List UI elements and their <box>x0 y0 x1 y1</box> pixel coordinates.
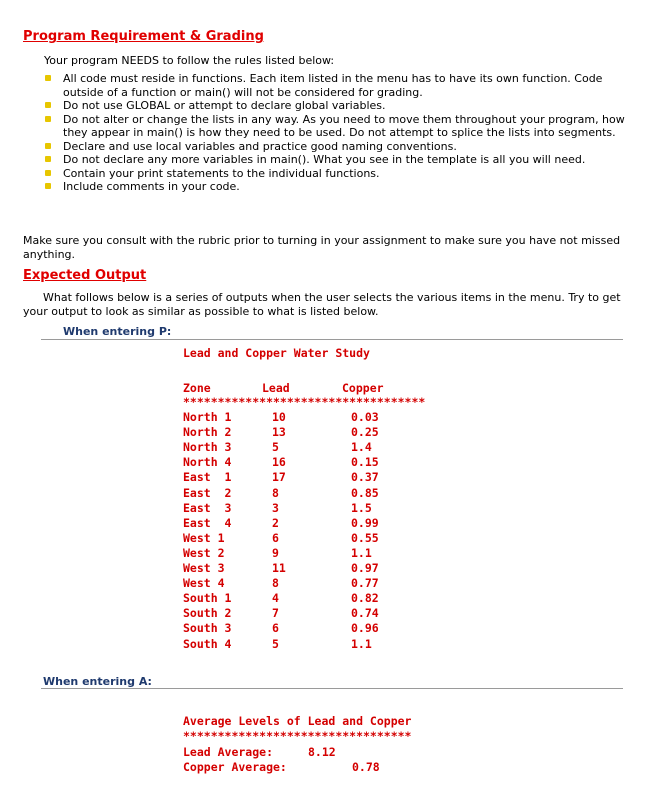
table-row <box>183 576 443 591</box>
rule-text: Do not alter or change the lists in any way. As you need to move them throughout your program, how they appear in main() is how they need to be used. Do not attempt to splice the lists into segments. <box>63 112 625 139</box>
table-row <box>183 637 443 652</box>
zone-cell: South 2 <box>183 606 232 621</box>
bullet-icon <box>45 116 51 122</box>
section-title-requirements: Program Requirement & Grading <box>23 29 264 44</box>
rule-text: Include comments in your code. <box>63 180 240 193</box>
rule-text: Declare and use local variables and practice good naming conventions. <box>63 139 457 153</box>
lead-cell: 9 <box>272 545 279 560</box>
rule-text: All code must reside in functions. Each item listed in the menu has to have its own function. Code outside of a function or main() will not be considered for grading. <box>63 72 603 99</box>
copper-cell: 1.4 <box>351 440 372 455</box>
rule-text: Contain your print statements to the individual functions. <box>63 166 380 180</box>
lead-cell: 8 <box>272 485 279 500</box>
lead-cell: 17 <box>272 470 286 485</box>
zone-cell: West 3 <box>183 561 225 575</box>
copper-cell: 0.03 <box>351 410 379 424</box>
rule-item <box>45 113 630 140</box>
lead-cell: 6 <box>272 530 279 545</box>
zone-cell: North 2 <box>183 425 232 440</box>
lead-average-value: 8.12 <box>308 745 336 759</box>
copper-cell: 0.85 <box>351 485 379 500</box>
averages-title: Average Levels of Lead and Copper <box>183 714 412 728</box>
divider <box>41 688 623 689</box>
zone-cell: West 2 <box>183 545 225 560</box>
bullet-icon <box>45 156 51 162</box>
copper-average-label: Copper Average: <box>183 760 287 774</box>
zone-cell: South 3 <box>183 621 232 636</box>
rule-item <box>45 140 630 154</box>
copper-cell: 0.15 <box>351 455 379 470</box>
lead-cell: 6 <box>272 621 279 636</box>
copper-cell: 1.5 <box>351 500 372 515</box>
section-title-expected-output: Expected Output <box>23 268 147 283</box>
copper-cell: 0.25 <box>351 425 379 440</box>
copper-cell: 0.55 <box>351 530 379 545</box>
copper-cell: 0.74 <box>351 606 379 621</box>
rule-text: Do not use GLOBAL or attempt to declare global variables. <box>63 99 386 112</box>
table-row <box>183 591 443 606</box>
table-row <box>183 561 443 576</box>
copper-cell: 1.1 <box>351 636 372 651</box>
column-header-copper: Copper <box>342 381 384 395</box>
copper-cell: 0.97 <box>351 561 379 575</box>
table-row <box>183 455 443 470</box>
zone-cell: West 1 <box>183 530 225 545</box>
copper-cell: 0.77 <box>351 576 379 591</box>
copper-cell: 0.99 <box>351 515 379 530</box>
column-header-zone: Zone <box>183 381 211 395</box>
zone-cell: North 4 <box>183 455 232 470</box>
table-row <box>183 470 443 485</box>
zone-cell: East 4 <box>183 515 232 530</box>
zone-cell: North 1 <box>183 410 232 424</box>
lead-cell: 7 <box>272 606 279 621</box>
lead-cell: 10 <box>272 410 286 424</box>
rubric-note: Make sure you consult with the rubric prior to turning in your assignment to make sure you have not missed anything. <box>23 234 621 261</box>
rules-list <box>45 72 630 194</box>
table-row <box>183 516 443 531</box>
rule-item <box>45 72 630 99</box>
zone-cell: South 1 <box>183 591 232 606</box>
lead-cell: 5 <box>272 636 279 651</box>
rule-text: Do not declare any more variables in main(). What you see in the template is all you will need. <box>63 153 586 166</box>
rule-item <box>45 99 630 113</box>
copper-average-value: 0.78 <box>352 760 380 774</box>
lead-cell: 13 <box>272 425 286 440</box>
lead-cell: 11 <box>272 561 286 575</box>
table-row <box>183 621 443 636</box>
table-row <box>183 425 443 440</box>
bullet-icon <box>45 183 51 189</box>
lead-cell: 4 <box>272 591 279 606</box>
table-row <box>183 606 443 621</box>
zone-cell: East 3 <box>183 500 232 515</box>
lead-cell: 5 <box>272 440 279 455</box>
bullet-icon <box>45 143 51 149</box>
zone-cell: West 4 <box>183 576 225 591</box>
column-header-lead: Lead <box>262 381 290 395</box>
bullet-icon <box>45 170 51 176</box>
zone-cell: East 2 <box>183 485 232 500</box>
rule-item <box>45 167 630 181</box>
copper-cell: 1.1 <box>351 545 372 560</box>
zone-cell: North 3 <box>183 440 232 455</box>
copper-cell: 0.82 <box>351 591 379 606</box>
table-row <box>183 501 443 516</box>
divider <box>41 339 623 340</box>
bullet-icon <box>45 75 51 81</box>
copper-cell: 0.96 <box>351 621 379 636</box>
asterisk-separator: *********************************** <box>183 395 426 409</box>
zone-cell: East 1 <box>183 470 232 485</box>
lead-cell: 8 <box>272 576 279 591</box>
copper-cell: 0.37 <box>351 470 379 485</box>
lead-average-label: Lead Average: <box>183 745 274 759</box>
rule-item <box>45 153 630 167</box>
study-title: Lead and Copper Water Study <box>183 346 370 360</box>
lead-cell: 2 <box>272 515 279 530</box>
lead-cell: 3 <box>272 500 279 515</box>
table-row <box>183 546 443 561</box>
lead-cell: 16 <box>272 455 286 470</box>
rule-item <box>45 180 630 194</box>
table-row <box>183 531 443 546</box>
table-row <box>183 440 443 455</box>
zone-cell: South 4 <box>183 636 232 651</box>
expected-output-intro: What follows below is a series of outputs when the user selects the various items in the menu. Try to get your output to look as similar as possible to what is listed below. <box>23 291 621 318</box>
when-entering-a-heading: When entering A: <box>43 675 152 688</box>
asterisk-separator: ********************************* <box>183 729 412 743</box>
table-row <box>183 410 443 425</box>
bullet-icon <box>45 102 51 108</box>
when-entering-p-heading: When entering P: <box>63 325 172 338</box>
table-row <box>183 486 443 501</box>
requirements-intro: Your program NEEDS to follow the rules listed below: <box>44 54 335 67</box>
